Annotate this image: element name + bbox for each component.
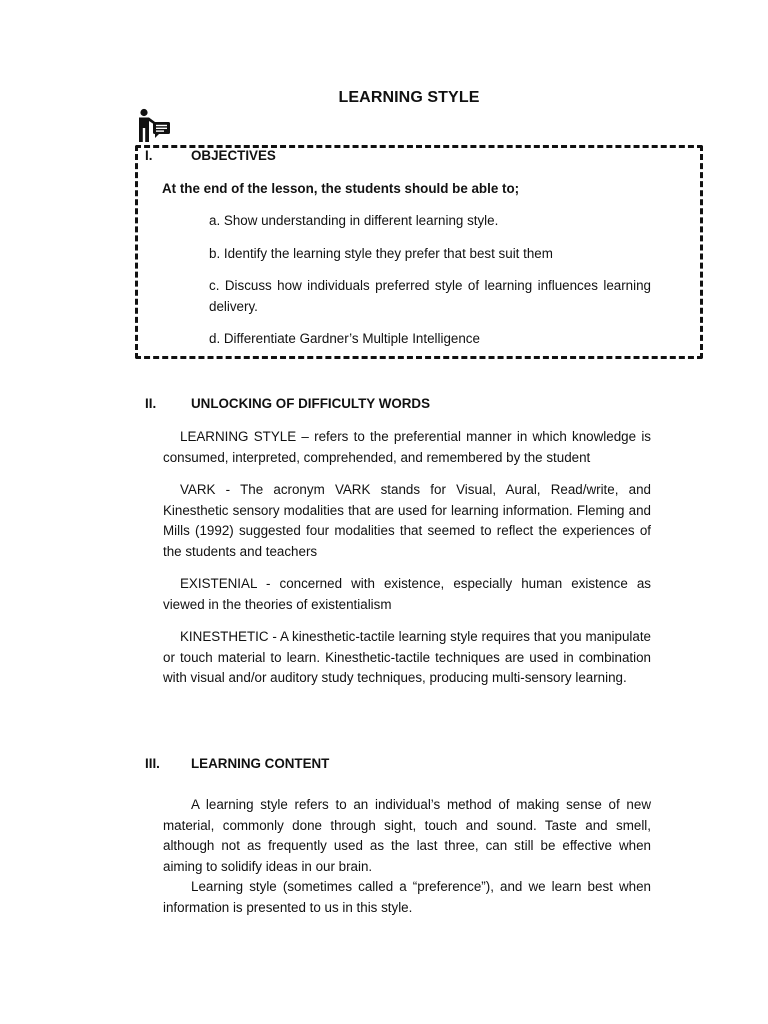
- term-definition: VARK - The acronym VARK stands for Visual, Aural, Read/write, and Kinesthetic sensory modalities that are used for learning information. Fleming and Mills (1992) suggested four modalities that seemed to reflect the experiences of the students and teachers: [163, 482, 651, 559]
- content-paragraph: Learning style (sometimes called a “preference”), and we learn best when information is presented to us in this style.: [163, 879, 651, 915]
- objective-item: a. Show understanding in different learning style.: [209, 213, 499, 228]
- section-number: II.: [145, 396, 157, 411]
- term-definition: LEARNING STYLE – refers to the preferential manner in which knowledge is consumed, interpreted, comprehended, and remembered by the student: [163, 429, 651, 465]
- section-number: I.: [145, 148, 153, 163]
- objective-item: b. Identify the learning style they prefer that best suit them: [209, 246, 553, 261]
- term-definition: EXISTENIAL - concerned with existence, especially human existence as viewed in the theories of existentialism: [163, 576, 651, 612]
- page-title: LEARNING STYLE: [338, 89, 480, 106]
- objective-item: d. Differentiate Gardner’s Multiple Intelligence: [209, 331, 480, 346]
- section-number: III.: [145, 756, 160, 771]
- term-definition: KINESTHETIC - A kinesthetic-tactile learning style requires that you manipulate or touch material to learn. Kinesthetic-tactile techniques are used in combination with visual and/or auditory study techniques, producing multi-sensory learning.: [163, 629, 651, 685]
- content-body: [163, 795, 651, 918]
- objective-item: c. Discuss how individuals preferred style of learning influences learning delivery.: [209, 278, 651, 314]
- objectives-intro: At the end of the lesson, the students should be able to;: [162, 181, 520, 196]
- section-heading-objectives: OBJECTIVES: [191, 148, 276, 163]
- section-heading-unlocking: UNLOCKING OF DIFFICULTY WORDS: [191, 396, 431, 411]
- section-heading-content: LEARNING CONTENT: [191, 756, 330, 771]
- teacher-presentation-icon: [136, 108, 172, 142]
- content-paragraph: A learning style refers to an individual’s method of making sense of new material, commonly done through sight, touch and sound. Taste and smell, although not as frequently used as the last three, can still be effective when aiming to solidify ideas in our brain.: [163, 797, 651, 874]
